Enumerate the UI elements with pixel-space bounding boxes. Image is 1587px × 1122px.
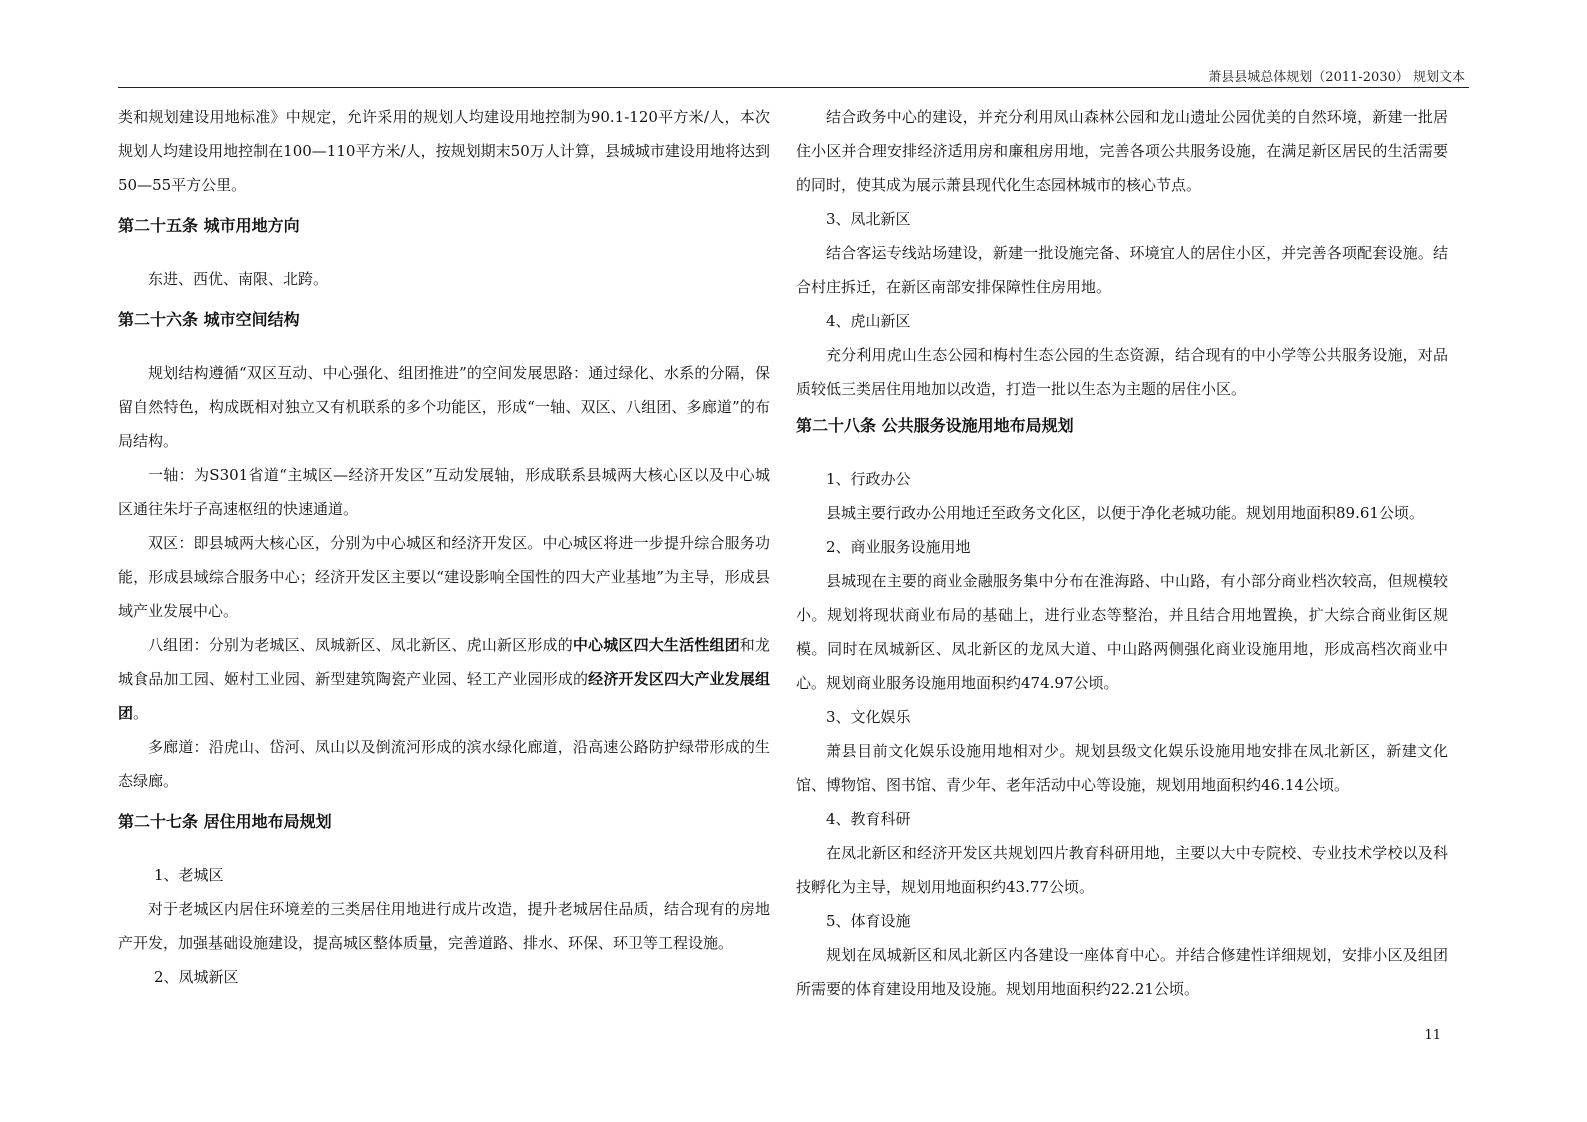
header-divider: [118, 87, 1469, 88]
eight-clusters-bold-1: 中心城区四大生活性组团: [572, 636, 740, 654]
paragraph-administration: 县城主要行政办公用地迁至政务文化区，以便于净化老城功能。规划用地面积89.61公顷。: [826, 504, 1424, 522]
paragraph-fengcheng-new-district: 结合政务中心的建设，并充分利用凤山森林公园和龙山遗址公园优美的自然环境，新建一批居住小区并合理安排经济适用房和廉租房用地，完善各项公共服务设施，在满足新区居民的生活需要的同时，使其成为展示萧县现代化生态园林城市的核心节点。: [796, 108, 1448, 194]
paragraph-one-axis: 一轴：为S301省道“主城区—经济开发区”互动发展轴，形成联系县城两大核心区以及中心城区通往朱圩子高速枢纽的快速通道。: [118, 466, 770, 518]
paragraph-commercial: 县城现在主要的商业金融服务集中分布在淮海路、中山路，有小部分商业档次较高，但规模较小。规划将现状商业布局的基础上，进行业态等整治，并且结合用地置换，扩大综合商业街区规模。同时在凤城新区、凤北新区的龙凤大道、中山路两侧强化商业设施用地，形成高档次商业中心。规划商业服务设施用地面积约474.97公顷。: [796, 572, 1448, 692]
item-administration: 1、行政办公: [826, 470, 911, 488]
heading-article-25: 第二十五条 城市用地方向: [118, 216, 300, 235]
item-education: 4、教育科研: [826, 810, 911, 828]
eight-clusters-text-1: 八组团：分别为老城区、凤城新区、凤北新区、虎山新区形成的: [148, 636, 573, 654]
paragraph-multi-corridors: 多廊道：沿虎山、岱河、凤山以及倒流河形成的滨水绿化廊道，沿高速公路防护绿带形成的生态绿廊。: [118, 738, 770, 790]
heading-article-26: 第二十六条 城市空间结构: [118, 310, 300, 329]
paragraph-old-city: 对于老城区内居住环境差的三类居住用地进行成片改造，提升老城居住品质，结合现有的房地产开发，加强基础设施建设，提高城区整体质量，完善道路、排水、环保、环卫等工程设施。: [118, 900, 770, 952]
left-column: [118, 100, 770, 994]
item-fengbei-new-district: 3、凤北新区: [826, 210, 911, 228]
paragraph-structure-overview: 规划结构遵循“双区互动、中心强化、组团推进”的空间发展思路：通过绿化、水系的分隔，保留自然特色，构成既相对独立又有机联系的多个功能区，形成“一轴、双区、八组团、多廊道”的布局结构。: [118, 364, 770, 450]
item-fengcheng-new-district: 2、凤城新区: [154, 968, 239, 986]
paragraph-land-direction: 东进、西优、南限、北跨。: [148, 270, 329, 288]
item-culture: 3、文化娱乐: [826, 708, 911, 726]
paragraph-eight-clusters: [118, 628, 770, 730]
item-commercial: 2、商业服务设施用地: [826, 538, 971, 556]
eight-clusters-text-2: 和龙城食品加工园、姬村工业园、新型建筑陶瓷产业园、轻工产业园形成的: [118, 636, 770, 688]
item-hushan-new-district: 4、虎山新区: [826, 312, 911, 330]
paragraph-two-districts: 双区：即县城两大核心区，分别为中心城区和经济开发区。中心城区将进一步提升综合服务功能，形成县域综合服务中心；经济开发区主要以“建设影响全国性的四大产业基地”为主导，形成县域产业发展中心。: [118, 534, 770, 620]
item-old-city: 1、老城区: [154, 866, 224, 884]
paragraph-sports: 规划在凤城新区和凤北新区内各建设一座体育中心。并结合修建性详细规划，安排小区及组团所需要的体育建设用地及设施。规划用地面积约22.21公顷。: [796, 946, 1448, 998]
item-sports: 5、体育设施: [826, 912, 911, 930]
page-number: 11: [1424, 1028, 1441, 1043]
eight-clusters-text-3: 。: [133, 704, 149, 722]
paragraph-education: 在凤北新区和经济开发区共规划四片教育科研用地，主要以大中专院校、专业技术学校以及科技孵化为主导，规划用地面积约43.77公顷。: [796, 844, 1448, 896]
document-header-title: 萧县县城总体规划（2011-2030） 规划文本: [1208, 70, 1465, 85]
paragraph-culture: 萧县目前文化娱乐设施用地相对少。规划县级文化娱乐设施用地安排在凤北新区，新建文化馆、博物馆、图书馆、青少年、老年活动中心等设施，规划用地面积约46.14公顷。: [796, 742, 1448, 794]
paragraph-land-standard-continued: 类和规划建设用地标准》中规定，允许采用的规划人均建设用地控制为90.1-120平方米/人，本次规划人均建设用地控制在100—110平方米/人，按规划期末50万人计算，县城城市建设用地将达到50—55平方公里。: [118, 108, 770, 194]
right-column: [796, 100, 1448, 1006]
heading-article-28: 第二十八条 公共服务设施用地布局规划: [796, 416, 1074, 435]
eight-clusters-bold-2: 经济开发区四大产业发展组团: [118, 670, 770, 722]
paragraph-fengbei-new-district: 结合客运专线站场建设，新建一批设施完备、环境宜人的居住小区，并完善各项配套设施。结合村庄拆迁，在新区南部安排保障性住房用地。: [796, 244, 1448, 296]
heading-article-27: 第二十七条 居住用地布局规划: [118, 812, 332, 831]
paragraph-hushan-new-district: 充分利用虎山生态公园和梅村生态公园的生态资源，结合现有的中小学等公共服务设施，对品质较低三类居住用地加以改造，打造一批以生态为主题的居住小区。: [796, 346, 1448, 398]
